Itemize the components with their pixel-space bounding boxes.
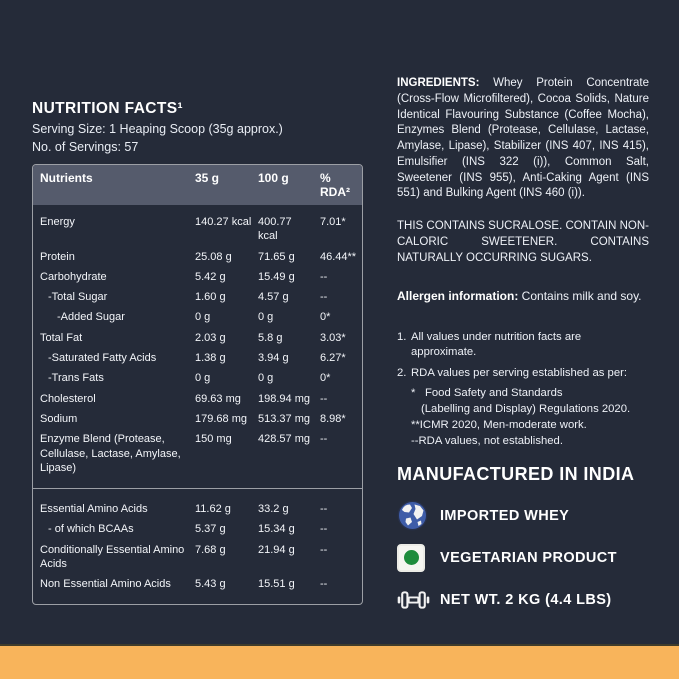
header-rda: % RDA² [320, 171, 350, 199]
table-row: Enzyme Blend (Protease, Cellulase, Lactase, Amylase, Lipase) 150 mg 428.57 mg -- [40, 433, 328, 474]
manufactured-heading: MANUFACTURED IN INDIA [397, 464, 635, 485]
table-row: -Total Sugar 1.60 g 4.57 g -- [48, 291, 328, 304]
nutrients-table-header [33, 165, 362, 205]
serving-size-text: Serving Size: 1 Heaping Scoop (35g approx.) [32, 122, 283, 136]
table-row: Energy 140.27 kcal 400.77 kcal 7.01* [40, 216, 346, 243]
header-35g: 35 g [195, 171, 220, 185]
table-row: Carbohydrate 5.42 g 15.49 g -- [40, 270, 328, 283]
ingredients-text: Whey Protein Concentrate (Cross-Flow Microfiltered), Cocoa Solids, Nature Identical Flavouring Substance (Coffee Mocha), Enzymes Blend (Protease, Cellulase, Lactase, Amylase, Lipase), Stabilizer (INS 407, INS 415), Emulsifier (INS 322 (i)), Common Salt, Sweetener (INS 955), Anti-Caking Agent (INS 551) and Bulking Agent (INS 460 (i)). [397, 77, 649, 200]
table-row: - of which BCAAs 5.37 g 15.34 g -- [48, 523, 328, 536]
footnote-line: 2. RDA values per serving established as per: [397, 366, 628, 379]
ingredients-paragraph [397, 76, 649, 202]
footnote-line: * Food Safety and Standards [411, 387, 563, 400]
table-row: Cholesterol 69.63 mg 198.94 mg -- [40, 392, 328, 405]
nutrients-table-body [33, 205, 362, 604]
table-row: -Saturated Fatty Acids 1.38 g 3.94 g 6.27* [48, 352, 346, 365]
info-column [397, 76, 649, 626]
table-row: -Added Sugar 0 g 0 g 0* [57, 311, 331, 324]
dumbbell-icon [397, 588, 430, 612]
imported-whey-label: IMPORTED WHEY [440, 507, 570, 524]
table-row: Protein 25.08 g 71.65 g 46.44** [40, 250, 357, 263]
allergen-text: Contains milk and soy. [518, 289, 642, 304]
net-weight-label: NET WT. 2 KG (4.4 LBS) [440, 591, 612, 608]
ingredients-label: INGREDIENTS: [397, 77, 480, 89]
imported-whey-badge [397, 500, 649, 531]
table-section-divider [33, 488, 362, 489]
bottom-accent-stripe [0, 644, 679, 679]
footnote-line: --RDA values, not established. [411, 435, 563, 448]
footnote-line: 1. All values under nutrition facts are approximate. [397, 330, 582, 358]
veg-mark-icon [397, 544, 430, 572]
table-row: Total Fat 2.03 g 5.8 g 3.03* [40, 331, 346, 344]
table-row: Essential Amino Acids 11.62 g 33.2 g -- [40, 503, 328, 516]
allergen-paragraph [397, 288, 649, 304]
footnote-line: **ICMR 2020, Men-moderate work. [411, 419, 587, 432]
footnote-line: (Labelling and Display) Regulations 2020. [421, 403, 631, 416]
header-100g: 100 g [258, 171, 289, 185]
vegetarian-label: VEGETARIAN PRODUCT [440, 549, 617, 566]
table-row: Non Essential Amino Acids 5.43 g 15.51 g -- [40, 578, 328, 591]
nutrients-table [32, 164, 363, 605]
table-row: Sodium 179.68 mg 513.37 mg 8.98* [40, 412, 346, 425]
footnotes-list [397, 330, 649, 449]
veg-green-dot [404, 550, 419, 565]
nutrition-facts-title: NUTRITION FACTS¹ [32, 100, 184, 117]
allergen-label: Allergen information: [397, 289, 519, 304]
table-row: -Trans Fats 0 g 0 g 0* [48, 372, 331, 385]
servings-count-text: No. of Servings: 57 [32, 140, 139, 154]
sucralose-note: THIS CONTAINS SUCRALOSE. CONTAIN NON-CALORIC SWEETENER. CONTAINS NATURALLY OCCURRING SUGARS. [397, 220, 649, 264]
nutrition-facts-panel [32, 100, 363, 605]
vegetarian-badge [397, 542, 649, 573]
table-row: Conditionally Essential Amino Acids 7.68 g 21.94 g -- [40, 543, 328, 571]
header-nutrients: Nutrients [40, 171, 93, 185]
badge-list [397, 500, 649, 615]
net-weight-badge [397, 584, 649, 615]
globe-icon [397, 500, 430, 531]
